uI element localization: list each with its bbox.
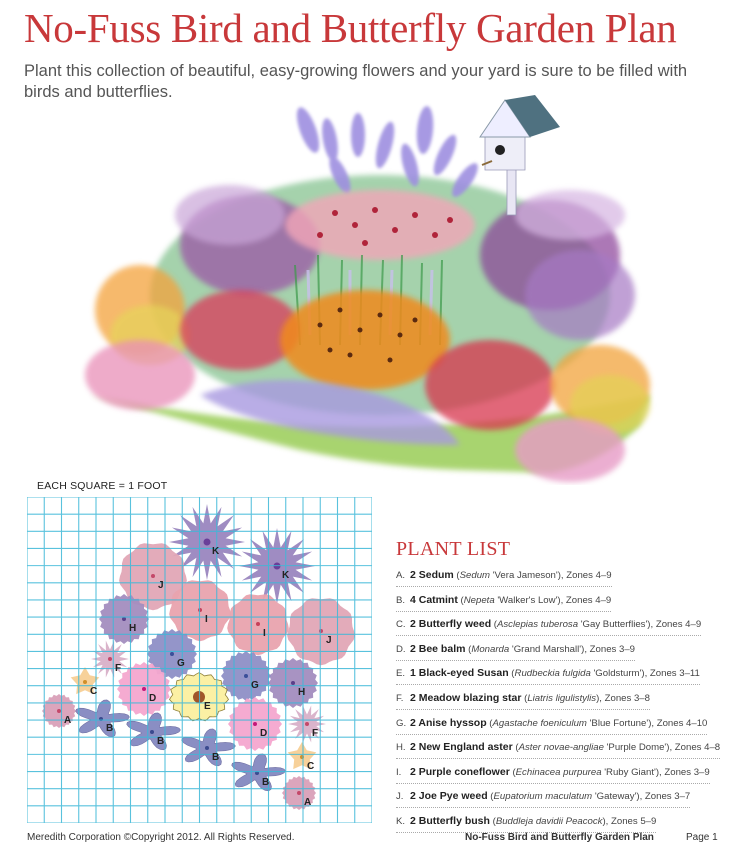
plant-list-item: C. 2 Butterfly weed (Asclepias tuberosa 'Gay Butterflies'), Zones 4–9 bbox=[396, 616, 726, 641]
plant-letter: K. bbox=[396, 815, 406, 827]
plant-label: F bbox=[115, 663, 122, 674]
plant-list-item: J. 2 Joe Pye weed (Eupatorium maculatum 'Gateway'), Zones 3–7 bbox=[396, 788, 726, 813]
plant-zones: Zones 4–8 bbox=[674, 742, 721, 754]
plant-cultivar: 'Blue Fortune' bbox=[586, 717, 649, 729]
plant-label: K bbox=[282, 570, 290, 581]
plant-common-name: 2 Purple coneflower bbox=[410, 765, 510, 778]
plant-label: G bbox=[251, 680, 259, 691]
plant-common-name: 4 Catmint bbox=[410, 593, 458, 606]
plant-label: H bbox=[129, 623, 137, 634]
plant-latin-name: Agastache foeniculum bbox=[492, 717, 587, 729]
plant-list-item: B. 4 Catmint (Nepeta 'Walker's Low'), Zones 4–9 bbox=[396, 592, 726, 617]
plant-label: C bbox=[307, 761, 315, 772]
plant-cultivar: 'Gateway' bbox=[592, 791, 637, 803]
plant-latin-name: Nepeta bbox=[463, 594, 495, 606]
plant-label: I bbox=[205, 614, 208, 625]
plant-cultivar: 'Goldsturm' bbox=[590, 668, 642, 680]
plant-list-item: I. 2 Purple coneflower (Echinacea purpurea 'Ruby Giant'), Zones 3–9 bbox=[396, 764, 726, 789]
plant-letter: B. bbox=[396, 594, 406, 606]
plant-common-name: 2 Anise hyssop bbox=[410, 716, 487, 729]
plant-list-title: PLANT LIST bbox=[396, 538, 511, 560]
plant-cultivar: 'Vera Jameson' bbox=[490, 570, 558, 581]
plant-letter: G. bbox=[396, 717, 407, 729]
plant-latin-name: Buddleja davidii Peacock bbox=[495, 815, 603, 827]
plant-zones: Zones 3–8 bbox=[604, 692, 650, 704]
plant-label: A bbox=[64, 715, 72, 726]
plant-zones: Zones 3–7 bbox=[644, 791, 691, 803]
plant-list-item: D. 2 Bee balm (Monarda 'Grand Marshall'), Zones 3–9 bbox=[396, 641, 726, 666]
plant-label: B bbox=[157, 736, 165, 747]
plant-latin-name: Aster novae-angliae bbox=[518, 742, 604, 754]
footer-copyright: Meredith Corporation ©Copyright 2012. All Rights Reserved. bbox=[27, 832, 295, 843]
plant-label: B bbox=[212, 752, 220, 763]
page-title: No-Fuss Bird and Butterfly Garden Plan bbox=[24, 5, 677, 51]
plant-letter: C. bbox=[396, 619, 406, 631]
plant-cultivar: 'Ruby Giant' bbox=[601, 766, 656, 778]
plant-label: I bbox=[263, 628, 266, 639]
plant-list-item: E. 1 Black-eyed Susan (Rudbeckia fulgida 'Goldsturm'), Zones 3–11 bbox=[396, 665, 726, 690]
garden-illustration bbox=[80, 95, 670, 485]
plant-letter: I. bbox=[396, 766, 402, 778]
plant-letter: E. bbox=[396, 668, 406, 680]
plant-label: E bbox=[204, 701, 211, 712]
plant-zones: Zones 4–9 bbox=[566, 570, 612, 581]
plant-cultivar: 'Purple Dome' bbox=[603, 742, 667, 754]
plant-zones: Zones 3–11 bbox=[649, 668, 700, 680]
plant-common-name: 2 Sedum bbox=[410, 569, 454, 581]
plant-letter: A. bbox=[396, 570, 406, 581]
plant-label: J bbox=[326, 635, 332, 646]
plant-zones: Zones 5–9 bbox=[611, 815, 657, 827]
footer-doc-title: No-Fuss Bird and Butterfly Garden Plan bbox=[465, 832, 654, 843]
plant-cultivar: 'Grand Marshall' bbox=[509, 643, 582, 655]
plant-label: D bbox=[260, 728, 268, 739]
plant-letter: D. bbox=[396, 643, 406, 655]
plant-list-item: H. 2 New England aster (Aster novae-angliae 'Purple Dome'), Zones 4–8 bbox=[396, 739, 726, 764]
plant-label: K bbox=[212, 546, 220, 557]
plant-latin-name: Liatris ligulistylis bbox=[527, 692, 597, 704]
plant-zones: Zones 4–9 bbox=[565, 594, 612, 606]
plant-latin-name: Rudbeckia fulgida bbox=[514, 668, 591, 680]
plant-common-name: 2 Butterfly weed bbox=[410, 618, 492, 631]
plant-label: G bbox=[177, 658, 185, 669]
intro-text: Plant this collection of beautiful, easy-growing flowers and your yard is sure to be filled with birds and butterflies. bbox=[24, 62, 688, 101]
plant-letter: F. bbox=[396, 692, 404, 704]
plant-zones: Zones 4–10 bbox=[656, 717, 708, 729]
plant-cultivar: 'Walker's Low' bbox=[494, 594, 558, 606]
plant-latin-name: Monarda bbox=[471, 643, 510, 655]
plant-letter: J. bbox=[396, 791, 404, 803]
plant-label: A bbox=[304, 797, 312, 808]
plant-list-item: K. 2 Butterfly bush (Buddleja davidii Peacock), Zones 5–9 bbox=[396, 813, 726, 838]
plant-zones: Zones 4–9 bbox=[655, 619, 702, 631]
grid-scale-label: EACH SQUARE = 1 FOOT bbox=[37, 480, 168, 492]
plant-latin-name: Echinacea purpurea bbox=[515, 766, 602, 778]
plant-label: J bbox=[158, 580, 164, 591]
plant-common-name: 2 Joe Pye weed bbox=[410, 790, 488, 803]
plant-label: C bbox=[90, 686, 98, 697]
plant-common-name: 2 Butterfly bush bbox=[410, 814, 490, 827]
plant-latin-name: Sedum bbox=[459, 570, 491, 581]
plant-common-name: 1 Black-eyed Susan bbox=[410, 667, 509, 680]
plant-common-name: 2 Meadow blazing star bbox=[410, 691, 522, 704]
plant-label: D bbox=[149, 693, 157, 704]
plant-label: H bbox=[298, 687, 306, 698]
plant-common-name: 2 New England aster bbox=[410, 741, 513, 754]
plant-label: B bbox=[262, 777, 270, 788]
plant-list-item: F. 2 Meadow blazing star (Liatris ligulistylis), Zones 3–8 bbox=[396, 690, 726, 715]
plant-letter: H. bbox=[396, 742, 406, 754]
plant-latin-name: Eupatorium maculatum bbox=[493, 791, 593, 803]
footer-page-number: Page 1 bbox=[686, 832, 718, 843]
plant-list-item: A. 2 Sedum (Sedum 'Vera Jameson'), Zones 4–9 bbox=[396, 567, 726, 592]
plant-common-name: 2 Bee balm bbox=[410, 642, 466, 655]
garden-plan-grid bbox=[27, 497, 372, 823]
plant-zones: Zones 3–9 bbox=[589, 643, 635, 655]
plant-list bbox=[396, 567, 726, 838]
plant-list-item: G. 2 Anise hyssop (Agastache foeniculum 'Blue Fortune'), Zones 4–10 bbox=[396, 715, 726, 740]
plant-latin-name: Asclepias tuberosa bbox=[496, 619, 579, 631]
plant-label: F bbox=[312, 728, 319, 739]
plant-label: B bbox=[106, 723, 114, 734]
plant-zones: Zones 3–9 bbox=[664, 766, 710, 778]
plant-cultivar: 'Gay Butterflies' bbox=[578, 619, 648, 631]
